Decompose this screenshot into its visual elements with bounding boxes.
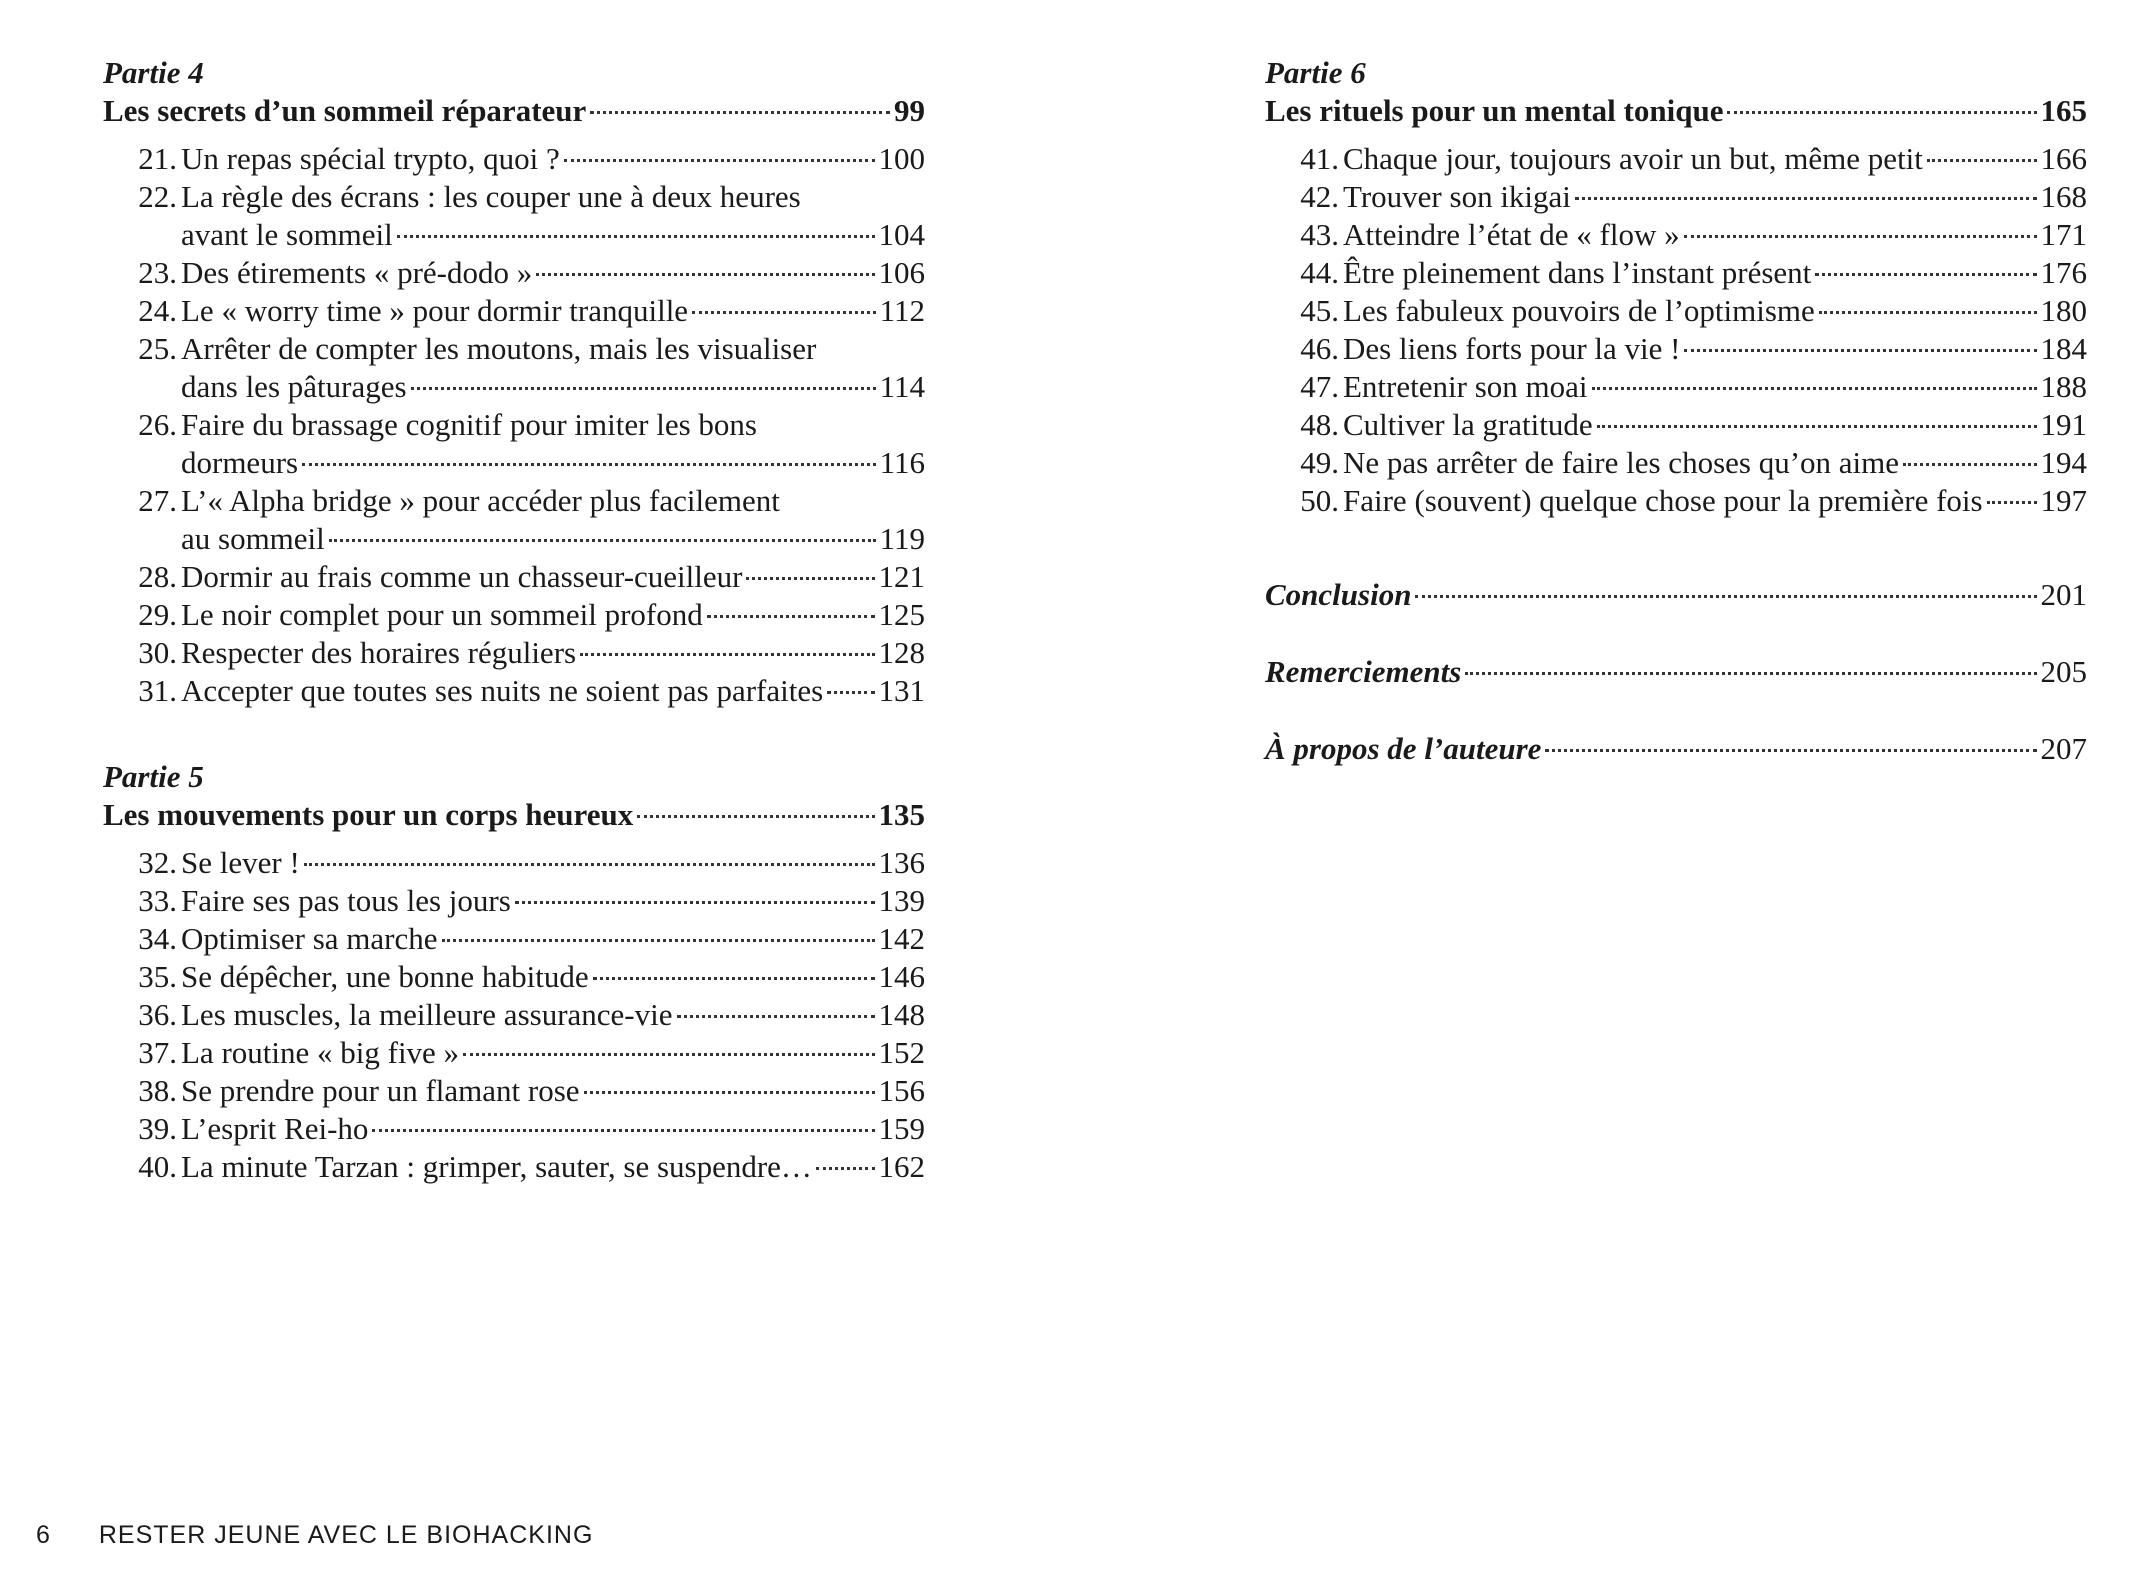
- toc-entry-title-line: L’« Alpha bridge » pour accéder plus facilement: [181, 483, 780, 518]
- toc-entry-title: dans les pâturages: [181, 369, 407, 404]
- toc-entry-row: [1265, 730, 2087, 768]
- dot-leader: [827, 691, 874, 694]
- part-4-label: Partie 4: [103, 55, 204, 90]
- toc-entry-body: [1343, 482, 2087, 520]
- toc-entry-row: [1343, 444, 2087, 482]
- toc-entry-body: [181, 1072, 925, 1110]
- toc-entry-number: 30.: [138, 635, 177, 670]
- toc-entry-body: [1343, 444, 2087, 482]
- toc-entry-body: [1343, 406, 2087, 444]
- toc-entry-title-line: Faire du brassage cognitif pour imiter les bons: [181, 407, 757, 442]
- toc-entry-page: 166: [2040, 141, 2087, 176]
- toc-entry-body: [1343, 216, 2087, 254]
- toc-entry-number: 48.: [1300, 407, 1339, 442]
- toc-entry-number: 49.: [1300, 445, 1339, 480]
- backmatter-entries: [1265, 576, 2087, 768]
- toc-entry-page: 188: [2040, 369, 2087, 404]
- toc-entry-title: Des étirements « pré-dodo »: [181, 255, 533, 290]
- toc-entry-row: [181, 368, 925, 406]
- dot-leader: [397, 235, 875, 238]
- toc-entry[interactable]: [103, 596, 925, 634]
- toc-entry[interactable]: [103, 882, 925, 920]
- toc-entry-title: Se dépêcher, une bonne habitude: [181, 959, 589, 994]
- toc-entry-body: [1343, 140, 2087, 178]
- toc-entry[interactable]: [103, 920, 925, 958]
- toc-entry-row: [181, 558, 925, 596]
- dot-leader: [816, 1167, 875, 1170]
- toc-entry-title: dormeurs: [181, 445, 299, 480]
- toc-entry[interactable]: [1265, 406, 2087, 444]
- toc-entry-body: [181, 1148, 925, 1186]
- toc-entry-title: Se lever !: [181, 845, 300, 880]
- toc-entry[interactable]: [103, 330, 925, 406]
- toc-entry-number: 39.: [138, 1111, 177, 1146]
- toc-entry-number: 38.: [138, 1073, 177, 1108]
- backmatter-entry[interactable]: [1265, 730, 2087, 768]
- toc-entry-title: Accepter que toutes ses nuits ne soient pas parfaites: [181, 673, 824, 708]
- toc-entry-number: 22.: [138, 179, 177, 214]
- dot-leader: [329, 539, 876, 542]
- toc-entry-row: [181, 596, 925, 634]
- toc-entry-body: [181, 958, 925, 996]
- toc-entry-row: [181, 1148, 925, 1186]
- toc-entry[interactable]: [1265, 216, 2087, 254]
- toc-entry-number: 36.: [138, 997, 177, 1032]
- toc-entry-body: [181, 140, 925, 178]
- toc-entry-number: 29.: [138, 597, 177, 632]
- toc-entry-row: [1343, 330, 2087, 368]
- dot-leader: [593, 977, 875, 980]
- dot-leader: [692, 311, 876, 314]
- backmatter-title: Conclusion: [1265, 577, 1412, 612]
- toc-entry-row: [1343, 254, 2087, 292]
- toc-entry-title: La routine « big five »: [181, 1035, 460, 1070]
- part-5-label: Partie 5: [103, 759, 204, 794]
- toc-entry-page: 146: [878, 959, 925, 994]
- toc-entry-title: Le noir complet pour un sommeil profond: [181, 597, 703, 632]
- toc-entry-row: [1343, 406, 2087, 444]
- toc-entry-page: 106: [878, 255, 925, 290]
- toc-entry-title: Trouver son ikigai: [1343, 179, 1571, 214]
- toc-entry[interactable]: [103, 672, 925, 710]
- toc-entry-title: Être pleinement dans l’instant présent: [1343, 255, 1812, 290]
- toc-entry-page: 159: [878, 1111, 925, 1146]
- toc-entry-page: 142: [878, 921, 925, 956]
- toc-entry-number: 28.: [138, 559, 177, 594]
- toc-entry-row: [1265, 576, 2087, 614]
- toc-entry[interactable]: [103, 958, 925, 996]
- backmatter-title: À propos de l’auteure: [1265, 731, 1542, 766]
- toc-entry-page: 184: [2040, 331, 2087, 366]
- toc-entry-title: Les muscles, la meilleure assurance-vie: [181, 997, 673, 1032]
- toc-entry-body: [181, 406, 925, 482]
- toc-entry-row: [181, 920, 925, 958]
- toc-entry-body: [1265, 653, 2087, 691]
- dot-leader: [515, 901, 875, 904]
- toc-entry[interactable]: [103, 1034, 925, 1072]
- toc-entry-title: La minute Tarzan : grimper, sauter, se suspendre…: [181, 1149, 812, 1184]
- part-4-title[interactable]: Les secrets d’un sommeil réparateur 99: [103, 93, 925, 128]
- toc-left-column: [103, 54, 925, 1186]
- backmatter-entry[interactable]: [1265, 576, 2087, 614]
- dot-leader: [1415, 595, 2036, 598]
- toc-entry[interactable]: [103, 634, 925, 672]
- toc-entry-title: Ne pas arrêter de faire les choses qu’on aime: [1343, 445, 1900, 480]
- toc-entry-title: Des liens forts pour la vie !: [1343, 331, 1681, 366]
- dot-leader: [584, 1091, 875, 1094]
- dot-leader: [1684, 349, 2036, 352]
- toc-entry-body: [181, 596, 925, 634]
- toc-entry[interactable]: [1265, 482, 2087, 520]
- toc-entry-page: 191: [2040, 407, 2087, 442]
- toc-entry-title: L’esprit Rei-ho: [181, 1111, 369, 1146]
- toc-entry-body: [1343, 368, 2087, 406]
- toc-entry[interactable]: [103, 482, 925, 558]
- toc-entry-row: [181, 634, 925, 672]
- toc-entry-body: [181, 482, 925, 558]
- part-5-title[interactable]: Les mouvements pour un corps heureux 135: [103, 797, 925, 832]
- toc-entry[interactable]: [103, 254, 925, 292]
- toc-entry-row: [1343, 178, 2087, 216]
- toc-entry[interactable]: [103, 1110, 925, 1148]
- toc-entry-number: 26.: [138, 407, 177, 442]
- toc-entry-number: 44.: [1300, 255, 1339, 290]
- dot-leader: [707, 615, 875, 618]
- toc-entry-title: Se prendre pour un flamant rose: [181, 1073, 580, 1108]
- toc-entry-title: Chaque jour, toujours avoir un but, même petit: [1343, 141, 1923, 176]
- dot-leader: [580, 653, 874, 656]
- toc-entry-page: 112: [879, 293, 925, 328]
- toc-entry-row: [181, 444, 925, 482]
- toc-entry-row: [181, 520, 925, 558]
- toc-entry-number: 45.: [1300, 293, 1339, 328]
- toc-entry-title-line: Arrêter de compter les moutons, mais les visualiser: [181, 331, 817, 366]
- dot-leader: [677, 1015, 875, 1018]
- toc-entry-number: 50.: [1300, 483, 1339, 518]
- dot-leader: [1465, 672, 2036, 675]
- toc-entry-row: [1343, 292, 2087, 330]
- toc-entry-row: [1343, 140, 2087, 178]
- toc-entry[interactable]: [1265, 254, 2087, 292]
- dot-leader: [304, 863, 875, 866]
- toc-right-column: [1265, 54, 2087, 807]
- toc-entry-page: 171: [2040, 217, 2087, 252]
- toc-entry-body: [181, 254, 925, 292]
- toc-entry-row: [1343, 482, 2087, 520]
- toc-entry-number: 24.: [138, 293, 177, 328]
- toc-entry-title: Les fabuleux pouvoirs de l’optimisme: [1343, 293, 1815, 328]
- toc-entry-body: [181, 1034, 925, 1072]
- dot-leader: [1597, 425, 2037, 428]
- dot-leader: [1819, 311, 2037, 314]
- toc-entry[interactable]: [103, 292, 925, 330]
- dot-leader: [1545, 749, 2036, 752]
- toc-entry-number: 27.: [138, 483, 177, 518]
- dot-leader: [463, 1053, 874, 1056]
- toc-entry-body: [1265, 576, 2087, 614]
- toc-entry-number: 43.: [1300, 217, 1339, 252]
- toc-entry-title: Optimiser sa marche: [181, 921, 438, 956]
- toc-entry[interactable]: [1265, 178, 2087, 216]
- toc-entry-row: [181, 672, 925, 710]
- dot-leader: [746, 577, 874, 580]
- toc-entry-page: 180: [2040, 293, 2087, 328]
- toc-entry-number: 31.: [138, 673, 177, 708]
- toc-entry-number: 37.: [138, 1035, 177, 1070]
- part-6-label: Partie 6: [1265, 55, 1366, 90]
- toc-entry-title: Atteindre l’état de « flow »: [1343, 217, 1680, 252]
- toc-entry-title-line: La règle des écrans : les couper une à deux heures: [181, 179, 801, 214]
- toc-entry-row: [181, 996, 925, 1034]
- dot-leader: [1684, 235, 2037, 238]
- part-5-entries: [103, 844, 925, 1186]
- toc-entry-number: 21.: [138, 141, 177, 176]
- toc-entry-number: 23.: [138, 255, 177, 290]
- part-4-entries: [103, 140, 925, 710]
- toc-entry-number: 25.: [138, 331, 177, 366]
- toc-entry-number: 35.: [138, 959, 177, 994]
- toc-entry-number: 46.: [1300, 331, 1339, 366]
- toc-entry-row: [181, 958, 925, 996]
- toc-entry-body: [1343, 178, 2087, 216]
- toc-entry-body: [181, 178, 925, 254]
- toc-entry-number: 42.: [1300, 179, 1339, 214]
- toc-entry-page: 152: [878, 1035, 925, 1070]
- toc-entry-number: 40.: [138, 1149, 177, 1184]
- toc-entry-body: [181, 996, 925, 1034]
- toc-entry-page: 194: [2040, 445, 2087, 480]
- backmatter-page: 207: [2040, 731, 2087, 766]
- toc-entry-page: 176: [2040, 255, 2087, 290]
- toc-entry-page: 114: [879, 369, 925, 404]
- toc-entry[interactable]: [1265, 140, 2087, 178]
- dot-leader: [564, 159, 875, 162]
- toc-entry-page: 197: [2040, 483, 2087, 518]
- toc-entry-title: Faire ses pas tous les jours: [181, 883, 511, 918]
- toc-entry-row: [181, 1034, 925, 1072]
- toc-entry-page: 119: [879, 521, 925, 556]
- toc-entry-title: Faire (souvent) quelque chose pour la première fois: [1343, 483, 1983, 518]
- toc-entry-body: [181, 882, 925, 920]
- toc-entry-page: 162: [878, 1149, 925, 1184]
- toc-entry-number: 32.: [138, 845, 177, 880]
- toc-entry-body: [181, 634, 925, 672]
- toc-entry-page: 156: [878, 1073, 925, 1108]
- toc-entry[interactable]: [1265, 444, 2087, 482]
- toc-entry-row: [181, 844, 925, 882]
- toc-entry-title: Dormir au frais comme un chasseur-cueilleur: [181, 559, 743, 594]
- toc-entry-page: 148: [878, 997, 925, 1032]
- toc-entry-row: [181, 216, 925, 254]
- running-title: RESTER JEUNE AVEC LE BIOHACKING: [98, 1521, 594, 1549]
- toc-entry-row: [181, 1110, 925, 1148]
- toc-entry[interactable]: [103, 844, 925, 882]
- toc-entry-row: [1343, 368, 2087, 406]
- toc-entry-body: [181, 558, 925, 596]
- toc-entry-title: Le « worry time » pour dormir tranquille: [181, 293, 689, 328]
- toc-entry-body: [181, 844, 925, 882]
- dot-leader: [536, 273, 874, 276]
- toc-entry[interactable]: [103, 1148, 925, 1186]
- toc-entry-title: Cultiver la gratitude: [1343, 407, 1593, 442]
- toc-entry-page: 136: [878, 845, 925, 880]
- toc-entry[interactable]: [103, 140, 925, 178]
- toc-entry-body: [1343, 292, 2087, 330]
- dot-leader: [1903, 463, 2036, 466]
- dot-leader: [1927, 159, 2037, 162]
- toc-entry-page: 128: [878, 635, 925, 670]
- backmatter-title: Remerciements: [1265, 654, 1462, 689]
- backmatter-page: 201: [2040, 577, 2087, 612]
- dot-leader: [1815, 273, 2036, 276]
- toc-entry-title: Un repas spécial trypto, quoi ?: [181, 141, 560, 176]
- toc-entry-page: 125: [878, 597, 925, 632]
- dot-leader: [372, 1129, 874, 1132]
- toc-entry-body: [181, 672, 925, 710]
- toc-entry[interactable]: [103, 996, 925, 1034]
- toc-entry-number: 34.: [138, 921, 177, 956]
- page-footer: [36, 1521, 593, 1550]
- toc-entry-row: [181, 254, 925, 292]
- toc-entry-row: [1265, 653, 2087, 691]
- toc-entry[interactable]: [103, 558, 925, 596]
- toc-entry-page: 100: [878, 141, 925, 176]
- dot-leader: [1575, 197, 2037, 200]
- part-6-entries: [1265, 140, 2087, 520]
- toc-entry-page: 131: [878, 673, 925, 708]
- toc-entry-body: [1343, 254, 2087, 292]
- dot-leader: [1987, 501, 2037, 504]
- dot-leader: [442, 939, 875, 942]
- toc-entry-number: 41.: [1300, 141, 1339, 176]
- toc-entry[interactable]: [103, 406, 925, 482]
- toc-entry-row: [181, 140, 925, 178]
- toc-entry-title: au sommeil: [181, 521, 325, 556]
- toc-entry-body: [181, 920, 925, 958]
- toc-entry-page: 121: [878, 559, 925, 594]
- toc-entry-title: Entretenir son moai: [1343, 369, 1588, 404]
- page-number: 6: [36, 1521, 51, 1549]
- toc-entry-title: Respecter des horaires réguliers: [181, 635, 577, 670]
- toc-entry[interactable]: [1265, 330, 2087, 368]
- toc-entry-page: 104: [878, 217, 925, 252]
- toc-entry-body: [1343, 330, 2087, 368]
- toc-entry-body: [181, 292, 925, 330]
- toc-entry-row: [181, 1072, 925, 1110]
- dot-leader: [1592, 387, 2037, 390]
- backmatter-page: 205: [2040, 654, 2087, 689]
- dot-leader: [411, 387, 876, 390]
- toc-entry[interactable]: [103, 178, 925, 254]
- part-6-title[interactable]: Les rituels pour un mental tonique 165: [1265, 93, 2087, 128]
- toc-entry-body: [181, 1110, 925, 1148]
- dot-leader: [302, 463, 876, 466]
- toc-entry-row: [181, 292, 925, 330]
- toc-entry-number: 33.: [138, 883, 177, 918]
- toc-entry-body: [181, 330, 925, 406]
- toc-entry-page: 139: [878, 883, 925, 918]
- toc-entry-page: 168: [2040, 179, 2087, 214]
- toc-entry[interactable]: [1265, 292, 2087, 330]
- toc-entry-number: 47.: [1300, 369, 1339, 404]
- toc-entry-row: [181, 882, 925, 920]
- backmatter-entry[interactable]: [1265, 653, 2087, 691]
- toc-entry[interactable]: [1265, 368, 2087, 406]
- toc-entry-title: avant le sommeil: [181, 217, 393, 252]
- toc-entry[interactable]: [103, 1072, 925, 1110]
- toc-entry-row: [1343, 216, 2087, 254]
- toc-entry-page: 116: [879, 445, 925, 480]
- toc-entry-body: [1265, 730, 2087, 768]
